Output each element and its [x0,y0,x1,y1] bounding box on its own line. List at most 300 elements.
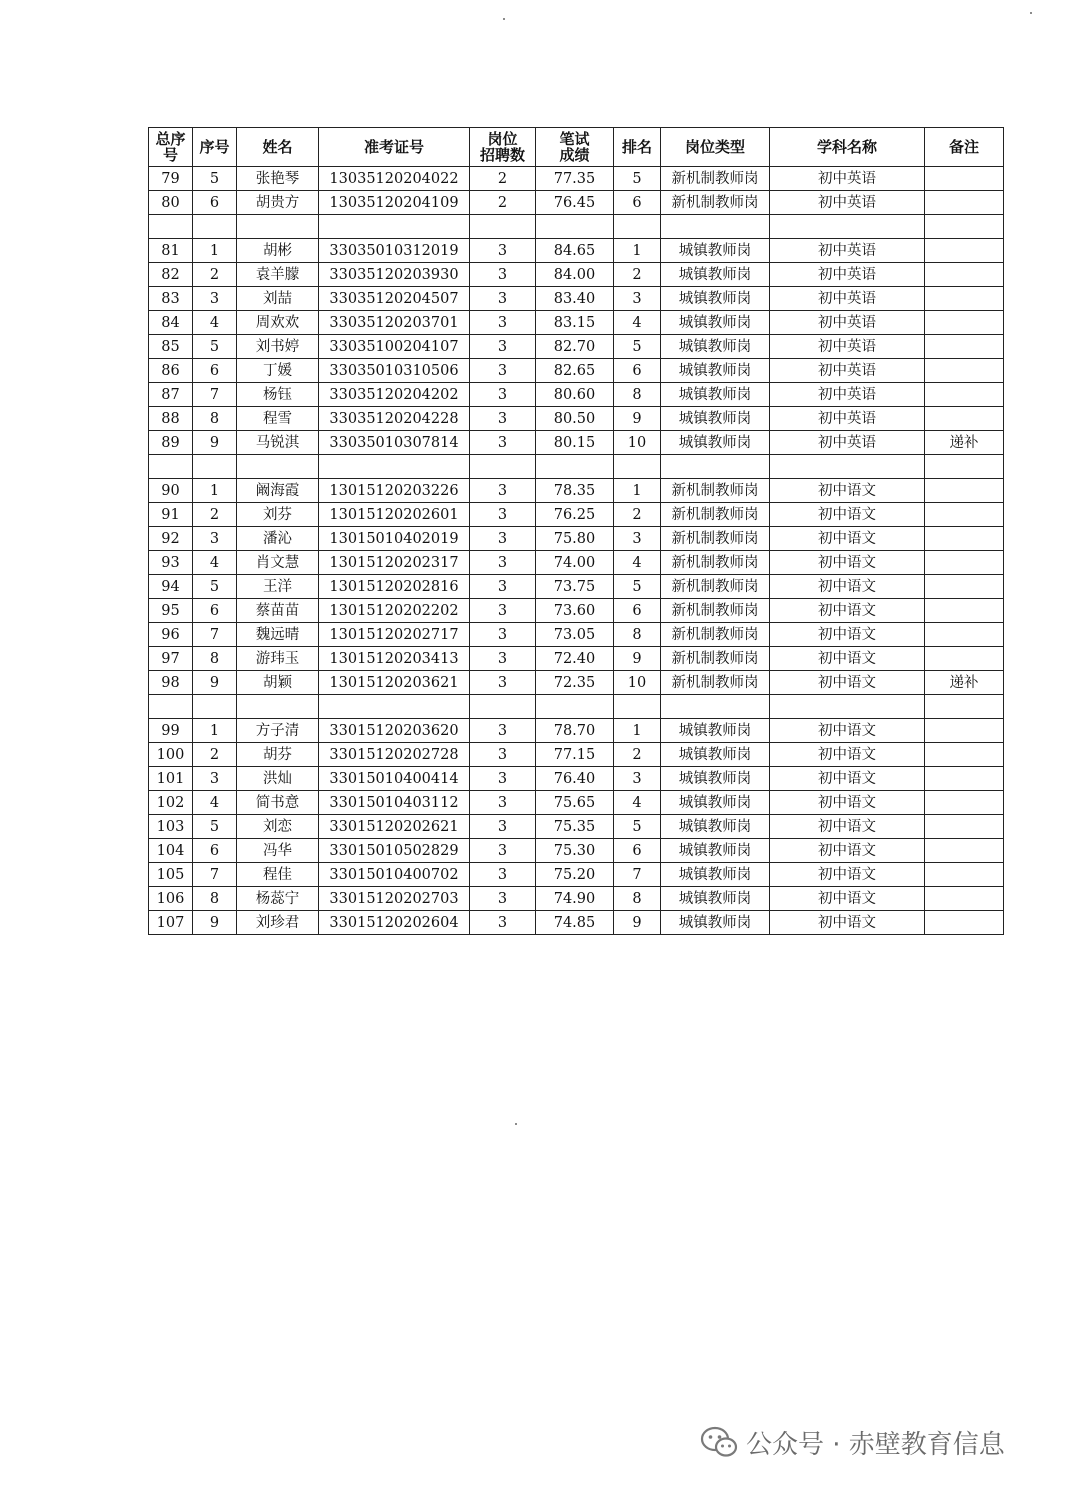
cell-name: 游玮玉 [237,647,319,671]
cell-exam-id: 33035010310506 [319,359,470,383]
table-cell [661,695,770,719]
table-cell [614,215,661,239]
cell-exam-id: 33035120203930 [319,263,470,287]
cell-seq: 3 [193,287,237,311]
cell-post-type: 城镇教师岗 [661,743,770,767]
table-cell [193,455,237,479]
cell-seq: 2 [193,263,237,287]
cell-subject: 初中英语 [770,263,925,287]
cell-total-seq: 93 [149,551,193,575]
header-label: 准考证号 [363,138,424,156]
cell-post-type: 新机制教师岗 [661,527,770,551]
cell-seq: 1 [193,479,237,503]
cell-quota: 3 [470,287,536,311]
cell-note [925,311,1004,335]
cell-quota: 2 [470,167,536,191]
cell-note [925,503,1004,527]
cell-subject: 初中英语 [770,407,925,431]
spacer-row [149,215,1004,239]
cell-post-type: 城镇教师岗 [661,287,770,311]
header-subject [770,128,925,167]
cell-seq: 5 [193,335,237,359]
cell-score: 78.35 [536,479,614,503]
table-cell [770,455,925,479]
cell-name: 洪灿 [237,767,319,791]
cell-quota: 3 [470,839,536,863]
cell-rank: 5 [614,815,661,839]
cell-quota: 3 [470,527,536,551]
cell-name: 潘沁 [237,527,319,551]
cell-post-type: 城镇教师岗 [661,335,770,359]
cell-name: 王洋 [237,575,319,599]
cell-note [925,863,1004,887]
cell-exam-id: 33015010502829 [319,839,470,863]
cell-quota: 3 [470,407,536,431]
cell-exam-id: 33015010400414 [319,767,470,791]
header-label: 姓名 [262,138,293,156]
cell-note [925,623,1004,647]
cell-total-seq: 107 [149,911,193,935]
cell-rank: 4 [614,551,661,575]
cell-subject: 初中语文 [770,479,925,503]
cell-total-seq: 95 [149,599,193,623]
table-body [149,167,1004,935]
cell-total-seq: 89 [149,431,193,455]
table-cell [237,455,319,479]
cell-post-type: 城镇教师岗 [661,839,770,863]
cell-quota: 2 [470,191,536,215]
spacer-row [149,695,1004,719]
cell-exam-id: 13035120204109 [319,191,470,215]
cell-note [925,719,1004,743]
cell-quota: 3 [470,335,536,359]
cell-total-seq: 85 [149,335,193,359]
header-exam-id [319,128,470,167]
cell-total-seq: 102 [149,791,193,815]
cell-subject: 初中语文 [770,863,925,887]
cell-post-type: 城镇教师岗 [661,311,770,335]
cell-name: 魏远晴 [237,623,319,647]
cell-rank: 6 [614,191,661,215]
cell-total-seq: 103 [149,815,193,839]
header-rank [614,128,661,167]
cell-name: 胡颖 [237,671,319,695]
cell-post-type: 城镇教师岗 [661,887,770,911]
cell-rank: 10 [614,431,661,455]
cell-rank: 3 [614,287,661,311]
cell-score: 75.30 [536,839,614,863]
cell-subject: 初中语文 [770,887,925,911]
cell-seq: 4 [193,551,237,575]
cell-total-seq: 82 [149,263,193,287]
cell-exam-id: 33015010403112 [319,791,470,815]
cell-seq: 6 [193,599,237,623]
table-cell [536,215,614,239]
cell-score: 75.80 [536,527,614,551]
cell-score: 82.65 [536,359,614,383]
cell-subject: 初中语文 [770,791,925,815]
header-label: 学科名称 [816,138,877,156]
table-row [149,719,1004,743]
cell-seq: 1 [193,239,237,263]
cell-rank: 5 [614,335,661,359]
cell-quota: 3 [470,743,536,767]
cell-note [925,767,1004,791]
header-total-seq [149,128,193,167]
table-cell [536,455,614,479]
cell-note [925,287,1004,311]
cell-total-seq: 97 [149,647,193,671]
cell-subject: 初中语文 [770,719,925,743]
cell-score: 75.65 [536,791,614,815]
cell-rank: 4 [614,311,661,335]
cell-score: 72.35 [536,671,614,695]
cell-name: 胡贵方 [237,191,319,215]
cell-subject: 初中语文 [770,503,925,527]
cell-post-type: 新机制教师岗 [661,551,770,575]
cell-subject: 初中语文 [770,647,925,671]
table-cell [661,455,770,479]
table-row [149,503,1004,527]
cell-total-seq: 87 [149,383,193,407]
cell-seq: 7 [193,383,237,407]
cell-quota: 3 [470,863,536,887]
cell-quota: 3 [470,263,536,287]
cell-name: 简书意 [237,791,319,815]
cell-seq: 4 [193,791,237,815]
cell-rank: 9 [614,647,661,671]
cell-subject: 初中语文 [770,767,925,791]
cell-name: 冯华 [237,839,319,863]
table-cell [770,695,925,719]
cell-quota: 3 [470,311,536,335]
cell-post-type: 城镇教师岗 [661,911,770,935]
cell-seq: 6 [193,191,237,215]
cell-seq: 9 [193,911,237,935]
cell-rank: 1 [614,719,661,743]
header-name [237,128,319,167]
table-row [149,431,1004,455]
cell-total-seq: 100 [149,743,193,767]
cell-score: 77.35 [536,167,614,191]
cell-quota: 3 [470,239,536,263]
cell-name: 胡芬 [237,743,319,767]
cell-subject: 初中英语 [770,359,925,383]
table-cell [536,695,614,719]
cell-note [925,527,1004,551]
cell-post-type: 新机制教师岗 [661,575,770,599]
cell-name: 刘恋 [237,815,319,839]
cell-score: 72.40 [536,647,614,671]
cell-note [925,167,1004,191]
cell-total-seq: 86 [149,359,193,383]
cell-exam-id: 13015120202601 [319,503,470,527]
cell-seq: 2 [193,503,237,527]
cell-note [925,335,1004,359]
header-label: 号 [162,146,178,164]
cell-score: 80.50 [536,407,614,431]
cell-post-type: 城镇教师岗 [661,407,770,431]
cell-note [925,599,1004,623]
cell-score: 84.00 [536,263,614,287]
cell-exam-id: 13015120202317 [319,551,470,575]
cell-subject: 初中语文 [770,839,925,863]
table-cell [319,215,470,239]
cell-total-seq: 90 [149,479,193,503]
cell-note [925,575,1004,599]
cell-rank: 8 [614,887,661,911]
table-cell [237,695,319,719]
table-cell [470,215,536,239]
cell-post-type: 城镇教师岗 [661,863,770,887]
cell-exam-id: 33015120202621 [319,815,470,839]
cell-note [925,407,1004,431]
cell-score: 83.15 [536,311,614,335]
cell-total-seq: 88 [149,407,193,431]
cell-score: 74.90 [536,887,614,911]
cell-rank: 1 [614,479,661,503]
table-cell [614,695,661,719]
cell-quota: 3 [470,791,536,815]
header-label: 备注 [948,138,979,156]
cell-exam-id: 33035120203701 [319,311,470,335]
table-row [149,359,1004,383]
cell-name: 蔡苗苗 [237,599,319,623]
header-label: 序号 [199,138,230,156]
cell-quota: 3 [470,623,536,647]
cell-rank: 2 [614,503,661,527]
cell-quota: 3 [470,671,536,695]
header-score [536,128,614,167]
cell-rank: 6 [614,599,661,623]
table-row [149,551,1004,575]
header-label: 笔试 [559,130,590,148]
header-note [925,128,1004,167]
cell-exam-id: 33035010307814 [319,431,470,455]
cell-subject: 初中英语 [770,239,925,263]
cell-total-seq: 79 [149,167,193,191]
cell-seq: 3 [193,527,237,551]
table-row [149,407,1004,431]
table-row [149,335,1004,359]
cell-total-seq: 96 [149,623,193,647]
cell-subject: 初中英语 [770,383,925,407]
cell-seq: 9 [193,431,237,455]
cell-quota: 3 [470,551,536,575]
table-cell [319,695,470,719]
cell-quota: 3 [470,647,536,671]
table-row [149,575,1004,599]
cell-score: 73.60 [536,599,614,623]
cell-name: 马锐淇 [237,431,319,455]
cell-exam-id: 13015010402019 [319,527,470,551]
cell-note [925,815,1004,839]
cell-rank: 4 [614,791,661,815]
cell-total-seq: 106 [149,887,193,911]
cell-quota: 3 [470,719,536,743]
cell-score: 80.15 [536,431,614,455]
cell-subject: 初中英语 [770,431,925,455]
cell-total-seq: 91 [149,503,193,527]
cell-score: 83.40 [536,287,614,311]
cell-subject: 初中语文 [770,527,925,551]
cell-note [925,911,1004,935]
cell-seq: 1 [193,719,237,743]
table-row [149,167,1004,191]
cell-rank: 2 [614,263,661,287]
cell-seq: 8 [193,407,237,431]
table-header [149,128,1004,167]
table-row [149,599,1004,623]
cell-subject: 初中语文 [770,599,925,623]
footer-watermark [700,1420,1005,1464]
cell-exam-id: 13015120202717 [319,623,470,647]
cell-quota: 3 [470,599,536,623]
cell-note [925,887,1004,911]
cell-seq: 8 [193,887,237,911]
header-row [149,128,1004,167]
cell-post-type: 城镇教师岗 [661,263,770,287]
cell-exam-id: 33035120204507 [319,287,470,311]
table-cell [149,455,193,479]
cell-rank: 9 [614,911,661,935]
table-row [149,263,1004,287]
cell-post-type: 新机制教师岗 [661,503,770,527]
cell-quota: 3 [470,575,536,599]
table-row [149,911,1004,935]
cell-post-type: 城镇教师岗 [661,431,770,455]
cell-subject: 初中英语 [770,311,925,335]
table-row [149,383,1004,407]
cell-note [925,743,1004,767]
table-row [149,839,1004,863]
footer-text: 公众号 · 赤壁教育信息 [746,1429,1005,1460]
cell-score: 76.25 [536,503,614,527]
cell-score: 74.00 [536,551,614,575]
cell-seq: 5 [193,575,237,599]
cell-name: 张艳琴 [237,167,319,191]
cell-quota: 3 [470,887,536,911]
cell-exam-id: 13015120203226 [319,479,470,503]
cell-seq: 8 [193,647,237,671]
cell-name: 胡彬 [237,239,319,263]
cell-rank: 5 [614,575,661,599]
cell-score: 82.70 [536,335,614,359]
table-cell [149,695,193,719]
cell-post-type: 城镇教师岗 [661,719,770,743]
table-row [149,767,1004,791]
cell-exam-id: 33035100204107 [319,335,470,359]
cell-subject: 初中英语 [770,335,925,359]
cell-seq: 5 [193,815,237,839]
table-row [149,791,1004,815]
cell-total-seq: 84 [149,311,193,335]
cell-subject: 初中语文 [770,815,925,839]
cell-score: 74.85 [536,911,614,935]
header-label: 招聘数 [479,146,525,164]
cell-exam-id: 33015010400702 [319,863,470,887]
table-cell [661,215,770,239]
cell-subject: 初中英语 [770,191,925,215]
cell-note [925,839,1004,863]
cell-name: 肖文慧 [237,551,319,575]
header-seq [193,128,237,167]
cell-subject: 初中语文 [770,551,925,575]
table-cell [925,455,1004,479]
cell-name: 刘书婷 [237,335,319,359]
cell-seq: 3 [193,767,237,791]
table-cell [319,455,470,479]
cell-rank: 8 [614,623,661,647]
cell-seq: 4 [193,311,237,335]
cell-total-seq: 99 [149,719,193,743]
cell-post-type: 城镇教师岗 [661,239,770,263]
table-row [149,623,1004,647]
cell-subject: 初中英语 [770,287,925,311]
cell-quota: 3 [470,359,536,383]
cell-quota: 3 [470,431,536,455]
cell-rank: 3 [614,527,661,551]
cell-note [925,359,1004,383]
cell-total-seq: 80 [149,191,193,215]
cell-score: 77.15 [536,743,614,767]
cell-name: 袁羊朦 [237,263,319,287]
score-table [148,127,1004,935]
table-row [149,887,1004,911]
cell-total-seq: 94 [149,575,193,599]
cell-score: 73.05 [536,623,614,647]
cell-rank: 5 [614,167,661,191]
cell-total-seq: 101 [149,767,193,791]
cell-seq: 5 [193,167,237,191]
table-cell [237,215,319,239]
cell-exam-id: 33015120202728 [319,743,470,767]
cell-note [925,479,1004,503]
table-cell [614,455,661,479]
cell-post-type: 城镇教师岗 [661,767,770,791]
cell-name: 刘珍君 [237,911,319,935]
cell-exam-id: 13015120202816 [319,575,470,599]
cell-seq: 6 [193,839,237,863]
cell-score: 78.70 [536,719,614,743]
cell-exam-id: 33035120204202 [319,383,470,407]
table-row [149,287,1004,311]
cell-name: 阚海霞 [237,479,319,503]
cell-rank: 8 [614,383,661,407]
cell-note [925,383,1004,407]
cell-name: 杨钰 [237,383,319,407]
cell-note: 递补 [925,431,1004,455]
cell-quota: 3 [470,479,536,503]
cell-seq: 7 [193,623,237,647]
cell-name: 方子清 [237,719,319,743]
cell-rank: 7 [614,863,661,887]
cell-score: 76.40 [536,767,614,791]
header-label: 排名 [621,138,652,156]
cell-exam-id: 13015120203621 [319,671,470,695]
cell-name: 丁媛 [237,359,319,383]
cell-name: 程雪 [237,407,319,431]
cell-post-type: 新机制教师岗 [661,671,770,695]
header-label: 岗位类型 [684,138,745,156]
header-label: 总序 [155,130,186,148]
cell-seq: 6 [193,359,237,383]
cell-post-type: 城镇教师岗 [661,383,770,407]
scan-speck [1030,12,1032,14]
table-row [149,191,1004,215]
cell-subject: 初中语文 [770,575,925,599]
cell-post-type: 新机制教师岗 [661,647,770,671]
